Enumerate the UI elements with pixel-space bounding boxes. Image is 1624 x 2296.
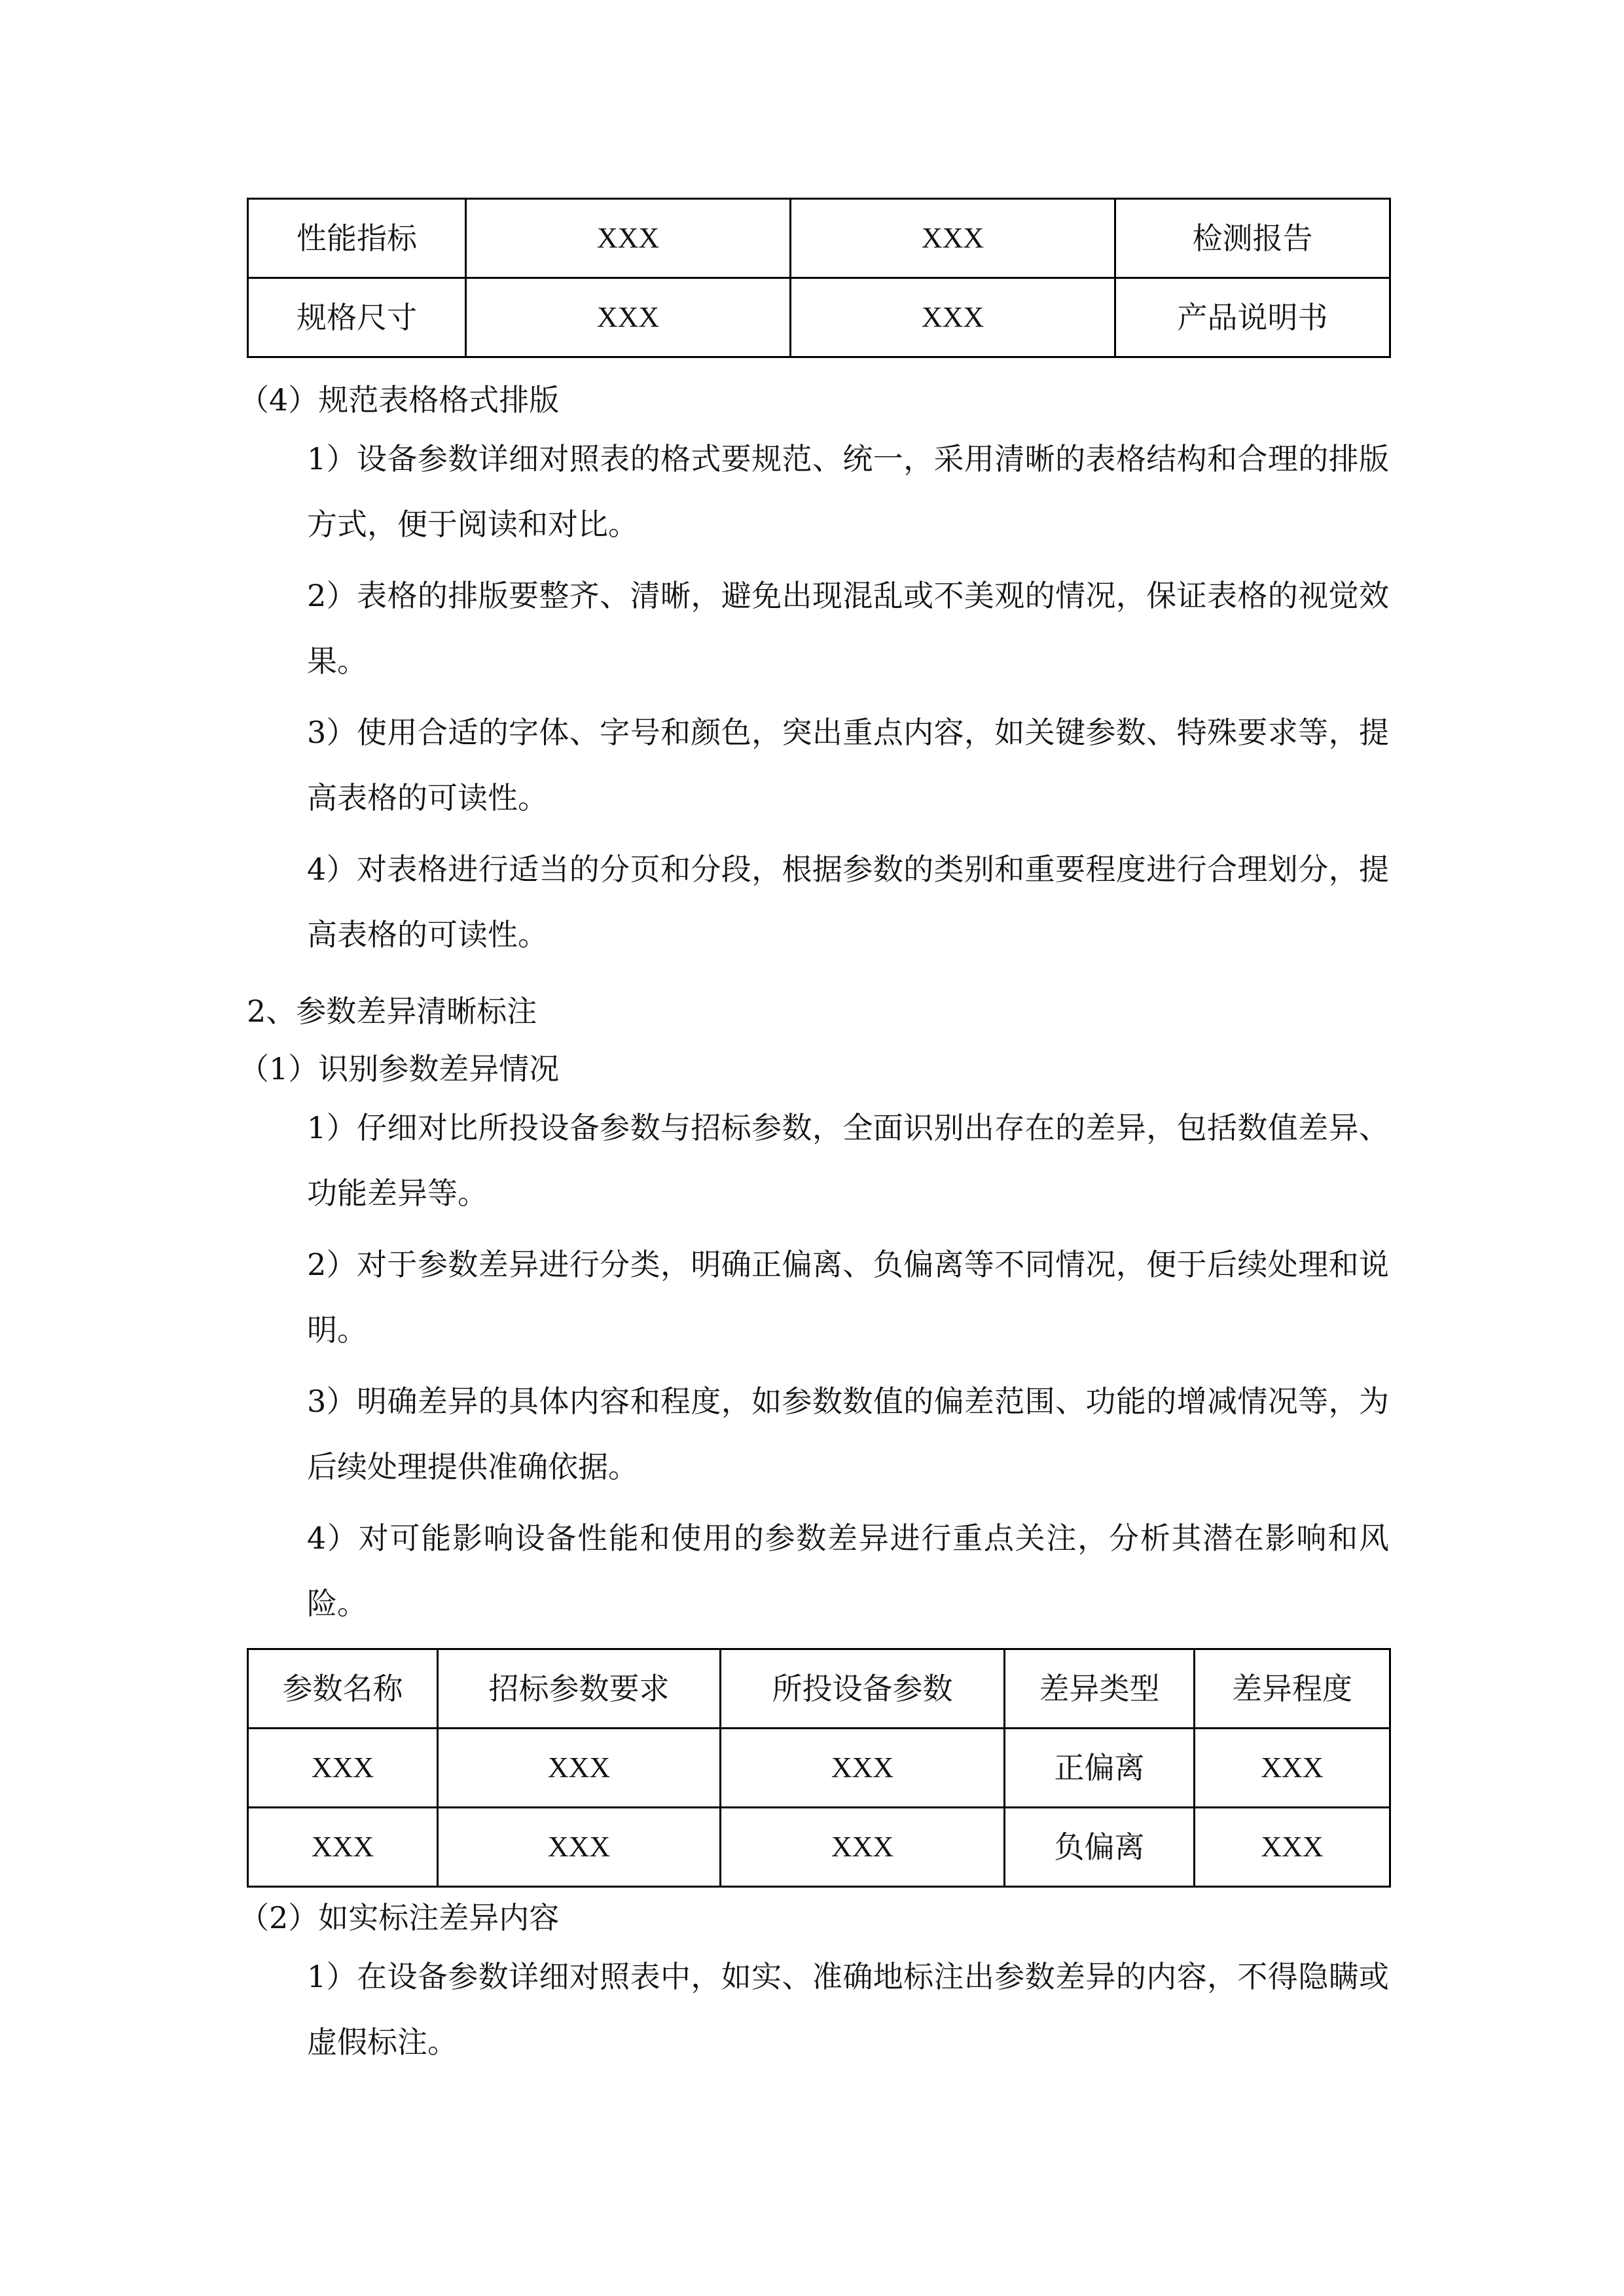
table-cell: 正偏离 [1005, 1729, 1195, 1808]
comparison-table-continued [247, 198, 1391, 358]
paragraph-text: 4）对表格进行适当的分页和分段，根据参数的类别和重要程度进行合理划分，提高表格的可读性。 [307, 852, 1389, 952]
table-cell: XXX [791, 278, 1115, 357]
section-2-heading: 2、参数差异清晰标注 [247, 994, 537, 1029]
table-cell: XXX [1195, 1808, 1390, 1887]
table-cell: XXX [248, 1729, 438, 1808]
paragraph-text: 3）明确差异的具体内容和程度，如参数数值的偏差范围、功能的增减情况等，为后续处理提供准确依据。 [307, 1384, 1389, 1484]
table-cell: 性能指标 [248, 199, 466, 278]
table-header-cell: 参数名称 [248, 1649, 438, 1729]
paragraph-text: 1）在设备参数详细对照表中，如实、准确地标注出参数差异的内容，不得隐瞒或虚假标注。 [307, 1959, 1389, 2060]
table-cell: XXX [791, 199, 1115, 278]
table-cell: 规格尺寸 [248, 278, 466, 357]
paragraph [247, 563, 1389, 694]
paragraph-text: 2）表格的排版要整齐、清晰，避免出现混乱或不美观的情况，保证表格的视觉效果。 [307, 578, 1389, 679]
paragraph [247, 700, 1389, 831]
difference-table [247, 1648, 1391, 1888]
paragraph [247, 1505, 1389, 1636]
table-cell: XXX [438, 1729, 721, 1808]
paragraph [247, 1369, 1389, 1499]
table-cell: XXX [248, 1808, 438, 1887]
paragraph [247, 836, 1389, 967]
paragraph-text: 1）设备参数详细对照表的格式要规范、统一，采用清晰的表格结构和合理的排版方式，便于阅读和对比。 [307, 441, 1389, 542]
table-header-cell: 招标参数要求 [438, 1649, 721, 1729]
table-header-cell: 所投设备参数 [721, 1649, 1005, 1729]
table-row [248, 199, 1390, 278]
table-cell: XXX [721, 1808, 1005, 1887]
paragraph [247, 426, 1389, 557]
paragraph [247, 1944, 1389, 2075]
table-cell: XXX [438, 1808, 721, 1887]
paragraph-text: 2）对于参数差异进行分类，明确正偏离、负偏离等不同情况，便于后续处理和说明。 [307, 1247, 1389, 1348]
paragraph-text: 3）使用合适的字体、字号和颜色，突出重点内容，如关键参数、特殊要求等，提高表格的可读性。 [307, 715, 1389, 816]
section-4-heading: （4）规范表格格式排版 [239, 382, 560, 418]
table-cell: 产品说明书 [1115, 278, 1390, 357]
table-header-cell: 差异程度 [1195, 1649, 1390, 1729]
paragraph-text: 4）对可能影响设备性能和使用的参数差异进行重点关注，分析其潜在影响和风险。 [307, 1520, 1389, 1621]
table-cell: XXX [466, 278, 791, 357]
paragraph [247, 1232, 1389, 1363]
table-header-row [248, 1649, 1390, 1729]
table-header-cell: 差异类型 [1005, 1649, 1195, 1729]
table-cell: XXX [721, 1729, 1005, 1808]
subsection-2-heading: （2）如实标注差异内容 [239, 1900, 560, 1935]
table-cell: 负偏离 [1005, 1808, 1195, 1887]
subsection-1-heading: （1）识别参数差异情况 [239, 1051, 560, 1086]
table-row [248, 1729, 1390, 1808]
table-row [248, 1808, 1390, 1887]
paragraph-text: 1）仔细对比所投设备参数与招标参数，全面识别出存在的差异，包括数值差异、功能差异等。 [307, 1110, 1389, 1211]
table-row [248, 278, 1390, 357]
paragraph [247, 1095, 1389, 1226]
table-cell: XXX [466, 199, 791, 278]
table-cell: 检测报告 [1115, 199, 1390, 278]
table-cell: XXX [1195, 1729, 1390, 1808]
